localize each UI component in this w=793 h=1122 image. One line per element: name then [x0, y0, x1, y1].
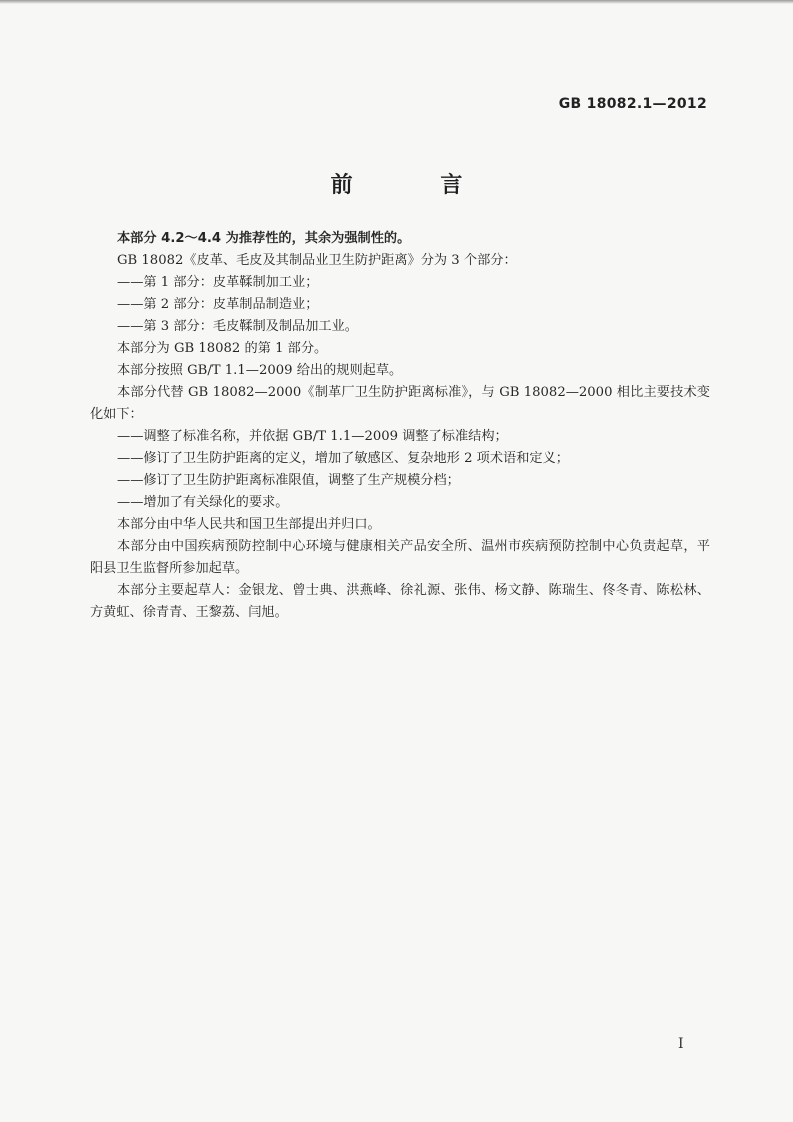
list-item-change-3: ——修订了卫生防护距离标准限值，调整了生产规模分档；: [117, 473, 460, 488]
paragraph-replaces: 本部分代替 GB 18082—2000《制革厂卫生防护距离标准》，与 GB 18082—2000 相比主要技术变化如下：: [90, 385, 710, 422]
page-number: I: [678, 1036, 684, 1052]
paragraph-proposed-by: 本部分由中华人民共和国卫生部提出并归口。: [117, 517, 381, 532]
paragraph-part-of: 本部分为 GB 18082 的第 1 部分。: [117, 341, 328, 356]
list-item-part-1: ——第 1 部分：皮革鞣制加工业；: [117, 275, 319, 290]
paragraph-parts-intro: GB 18082《皮革、毛皮及其制品业卫生防护距离》分为 3 个部分：: [117, 253, 517, 268]
list-item-part-3: ——第 3 部分：毛皮鞣制及制品加工业。: [117, 319, 358, 334]
preface-body: [90, 228, 710, 624]
list-item-part-2: ——第 2 部分：皮革制品制造业；: [117, 297, 319, 312]
standard-number: GB 18082.1—2012: [558, 96, 707, 112]
paragraph-drafted-by: 本部分由中国疾病预防控制中心环境与健康相关产品安全所、温州市疾病预防控制中心负责起草，平阳县卫生监督所参加起草。: [90, 539, 710, 576]
paragraph-drafters: 本部分主要起草人：金银龙、曾士典、洪燕峰、徐礼源、张伟、杨文静、陈瑞生、佟冬青、陈松林、方黄虹、徐青青、王黎荔、闫旭。: [90, 583, 710, 620]
list-item-change-2: ——修订了卫生防护距离的定义，增加了敏感区、复杂地形 2 项术语和定义；: [117, 451, 569, 466]
paragraph-recommendation-note: 本部分 4.2～4.4 为推荐性的，其余为强制性的。: [117, 231, 411, 246]
list-item-change-4: ——增加了有关绿化的要求。: [117, 495, 289, 510]
page-title: 前 言: [330, 173, 503, 198]
list-item-change-1: ——调整了标准名称，并依据 GB/T 1.1—2009 调整了标准结构；: [117, 429, 508, 444]
scan-edge: [0, 0, 793, 4]
paragraph-drafting-rules: 本部分按照 GB/T 1.1—2009 给出的规则起草。: [117, 363, 403, 378]
